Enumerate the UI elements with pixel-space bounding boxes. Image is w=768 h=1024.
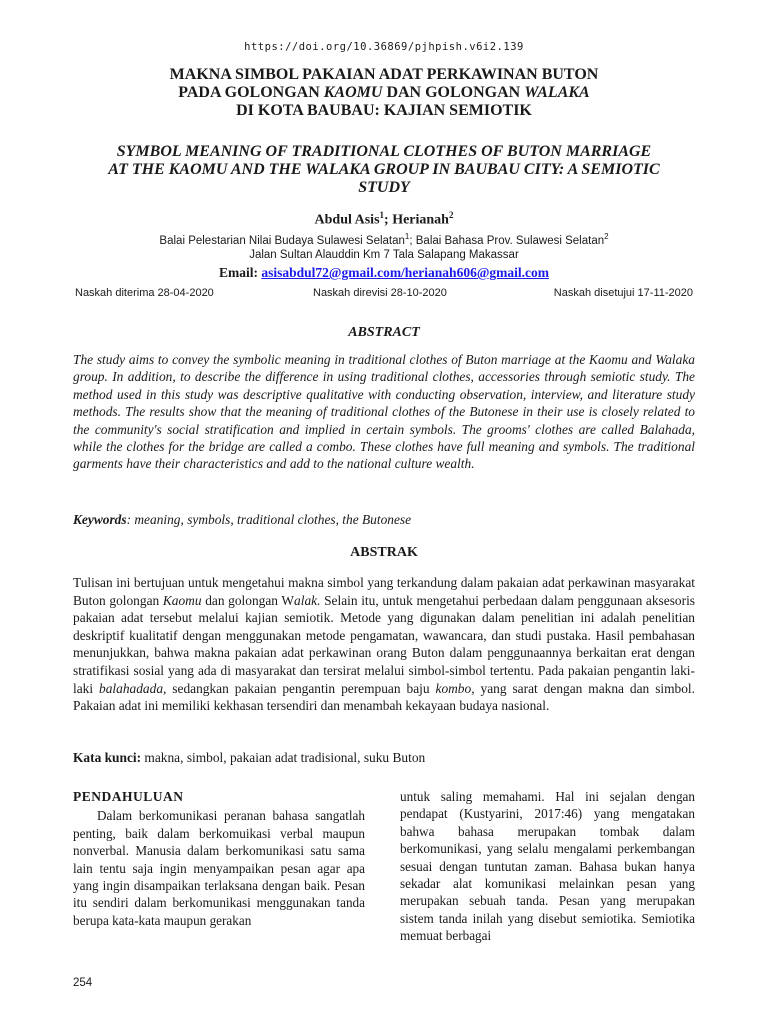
abstrak-part: Selain itu, untuk mengetahui perbedaan dalam penggunaan aksesoris pakaian adat tersebut melalui kajian semiotik. Metode yang digunakan dalam penelitian ini adalah penelitian deskriptif kualitatif dengan menggunakan metode pengamatan, wawancara, dan studi pustaka. Hasil pembahasan menunjukkan, bahwa makna pakaian adat perkawinan orang Buton dalam penggunaannya berkaitan erat dengan stratifikasi sosial yang ada di masyarakat dan tersirat melalui simbol-simbol tertentu. Pada pakaian pengantin laki-laki [73,592,695,696]
title-walaka: WALAKA [524,84,590,101]
author-1: Abdul Asis [314,212,380,228]
english-title-line-3: STUDY [358,179,410,196]
affiliation-line [0,230,768,248]
abstrak-italic: alak. [294,592,321,608]
author-2: Herianah [392,212,449,228]
abstrak-text [73,574,695,715]
author-1-sup: 1 [379,210,385,220]
email-line [0,265,768,281]
keywords-label: Keywords [73,512,127,527]
email-label: Email: [218,265,262,280]
kata-kunci-text: makna, simbol, pakaian adat tradisional, suku Buton [141,750,426,765]
date-accepted: Naskah disetujui 17-11-2020 [553,287,693,299]
abstrak-part: yang sarat dengan makna dan simbol. Pakaian adat ini memiliki kekhasan tersendiri dan menambah kekayaan budaya nasional. [73,680,695,714]
keywords [73,512,695,528]
english-title-line-2: AT THE KAOMU AND THE WALAKA GROUP IN BAUBAU CITY: A SEMIOTIC [108,161,660,178]
abstrak-heading: ABSTRAK [350,545,418,560]
title-line-2 [40,84,728,102]
paper-title [40,66,728,120]
abstrak-part: dan golongan W [201,592,295,608]
affiliation [0,230,768,263]
title-line-3: DI KOTA BAUBAU: KAJIAN SEMIOTIK [236,102,532,119]
email-link[interactable]: asisabdul72@gmail.com/herianah606@gmail.com [261,265,549,280]
abstrak-part: Tulisan ini bertujuan untuk mengetahui makna simbol yang terkandung dalam pakaian adat perkawinan masyarakat Buton golongan [73,575,695,608]
abstract-text: The study aims to convey the symbolic meaning in traditional clothes of Buton marriage at the Kaomu and Walaka group. In addition, to describe the difference in using traditional clothes, accessories through semiotic study. The method used in this study was descriptive qualitative with conducting observation, interview, and literature study methods. The results show that the meaning of traditional clothes of the Butonese in their use is closely related to the community's social stratification and implied in certain symbols. The grooms' clothes are called Balahada, while the clothes for the bridge are called a combo. These clothes have full meaning and symbols. The traditional garments have their characteristics and add to the national culture wealth. [73,352,695,472]
title-line-1: MAKNA SIMBOL PAKAIAN ADAT PERKAWINAN BUTON [169,66,599,83]
title-part: DAN GOLONGAN [382,84,525,101]
abstract-heading: ABSTRACT [348,325,420,340]
kata-kunci [73,750,695,766]
intro-right-column [400,788,695,945]
keywords-text: : meaning, symbols, traditional clothes, the Butonese [126,512,412,527]
section-heading: PENDAHULUAN [73,789,184,804]
abstrak-part: sedangkan pakaian pengantin perempuan baju [166,680,436,696]
intro-right-text: untuk saling memahami. Hal ini sejalan dengan pendapat (Kustyarini, 2017:46) yang mengatakan bahwa bahasa merupakan tombak dalam berkomunikasi, yang selalu mengalami perkembangan sesuai dengan tuntutan zaman. Bahasa bukan hanya sekadar alat komunikasi melainkan pesan yang merupakan sebuah tanda. Pesan yang merupakan sistem tanda inilah yang disebut semiotika. Semiotika memuat berbagai [400,789,695,944]
date-received: Naskah diterima 28-04-2020 [75,287,214,299]
abstrak-italic: balahadada, [99,680,167,696]
affiliation-1-sup: 1 [404,232,410,241]
intro-left-column [73,788,365,929]
affiliation-1: Balai Pelestarian Nilai Budaya Sulawesi Selatan [159,234,405,247]
affiliation-address: Jalan Sultan Alauddin Km 7 Tala Salapang Makassar [249,249,519,262]
authors [0,210,768,229]
page-number: 254 [73,977,93,989]
english-title [40,143,728,197]
affiliation-2: ; Balai Bahasa Prov. Sulawesi Selatan [409,234,605,247]
intro-left-text: Dalam berkomunikasi peranan bahasa sangatlah penting, baik dalam berkomuikasi verbal maupun nonverbal. Manusia dalam berkomunikasi satu sama lain tentu saja ingin menyampaikan pesan agar apa yang ingin disampaikan terlaksana dengan baik. Pesan itu sendiri dalam berkomunikasi menggunakan tanda berupa kata-kata maupun gerakan [73,808,365,928]
title-kaomu: KAOMU [323,84,383,101]
date-revised: Naskah direvisi 28-10-2020 [313,287,447,299]
affiliation-2-sup: 2 [604,232,609,241]
title-part: PADA GOLONGAN [178,84,324,101]
abstrak-italic: Kaomu [162,592,202,608]
author-separator: ; [384,212,393,228]
english-title-line-1: SYMBOL MEANING OF TRADITIONAL CLOTHES OF BUTON MARRIAGE [116,143,652,160]
doi-link[interactable]: https://doi.org/10.36869/pjhpish.v6i2.139 [244,41,524,53]
kata-kunci-label: Kata kunci: [73,750,142,765]
author-2-sup: 2 [448,210,454,220]
abstrak-italic: kombo, [435,680,475,696]
